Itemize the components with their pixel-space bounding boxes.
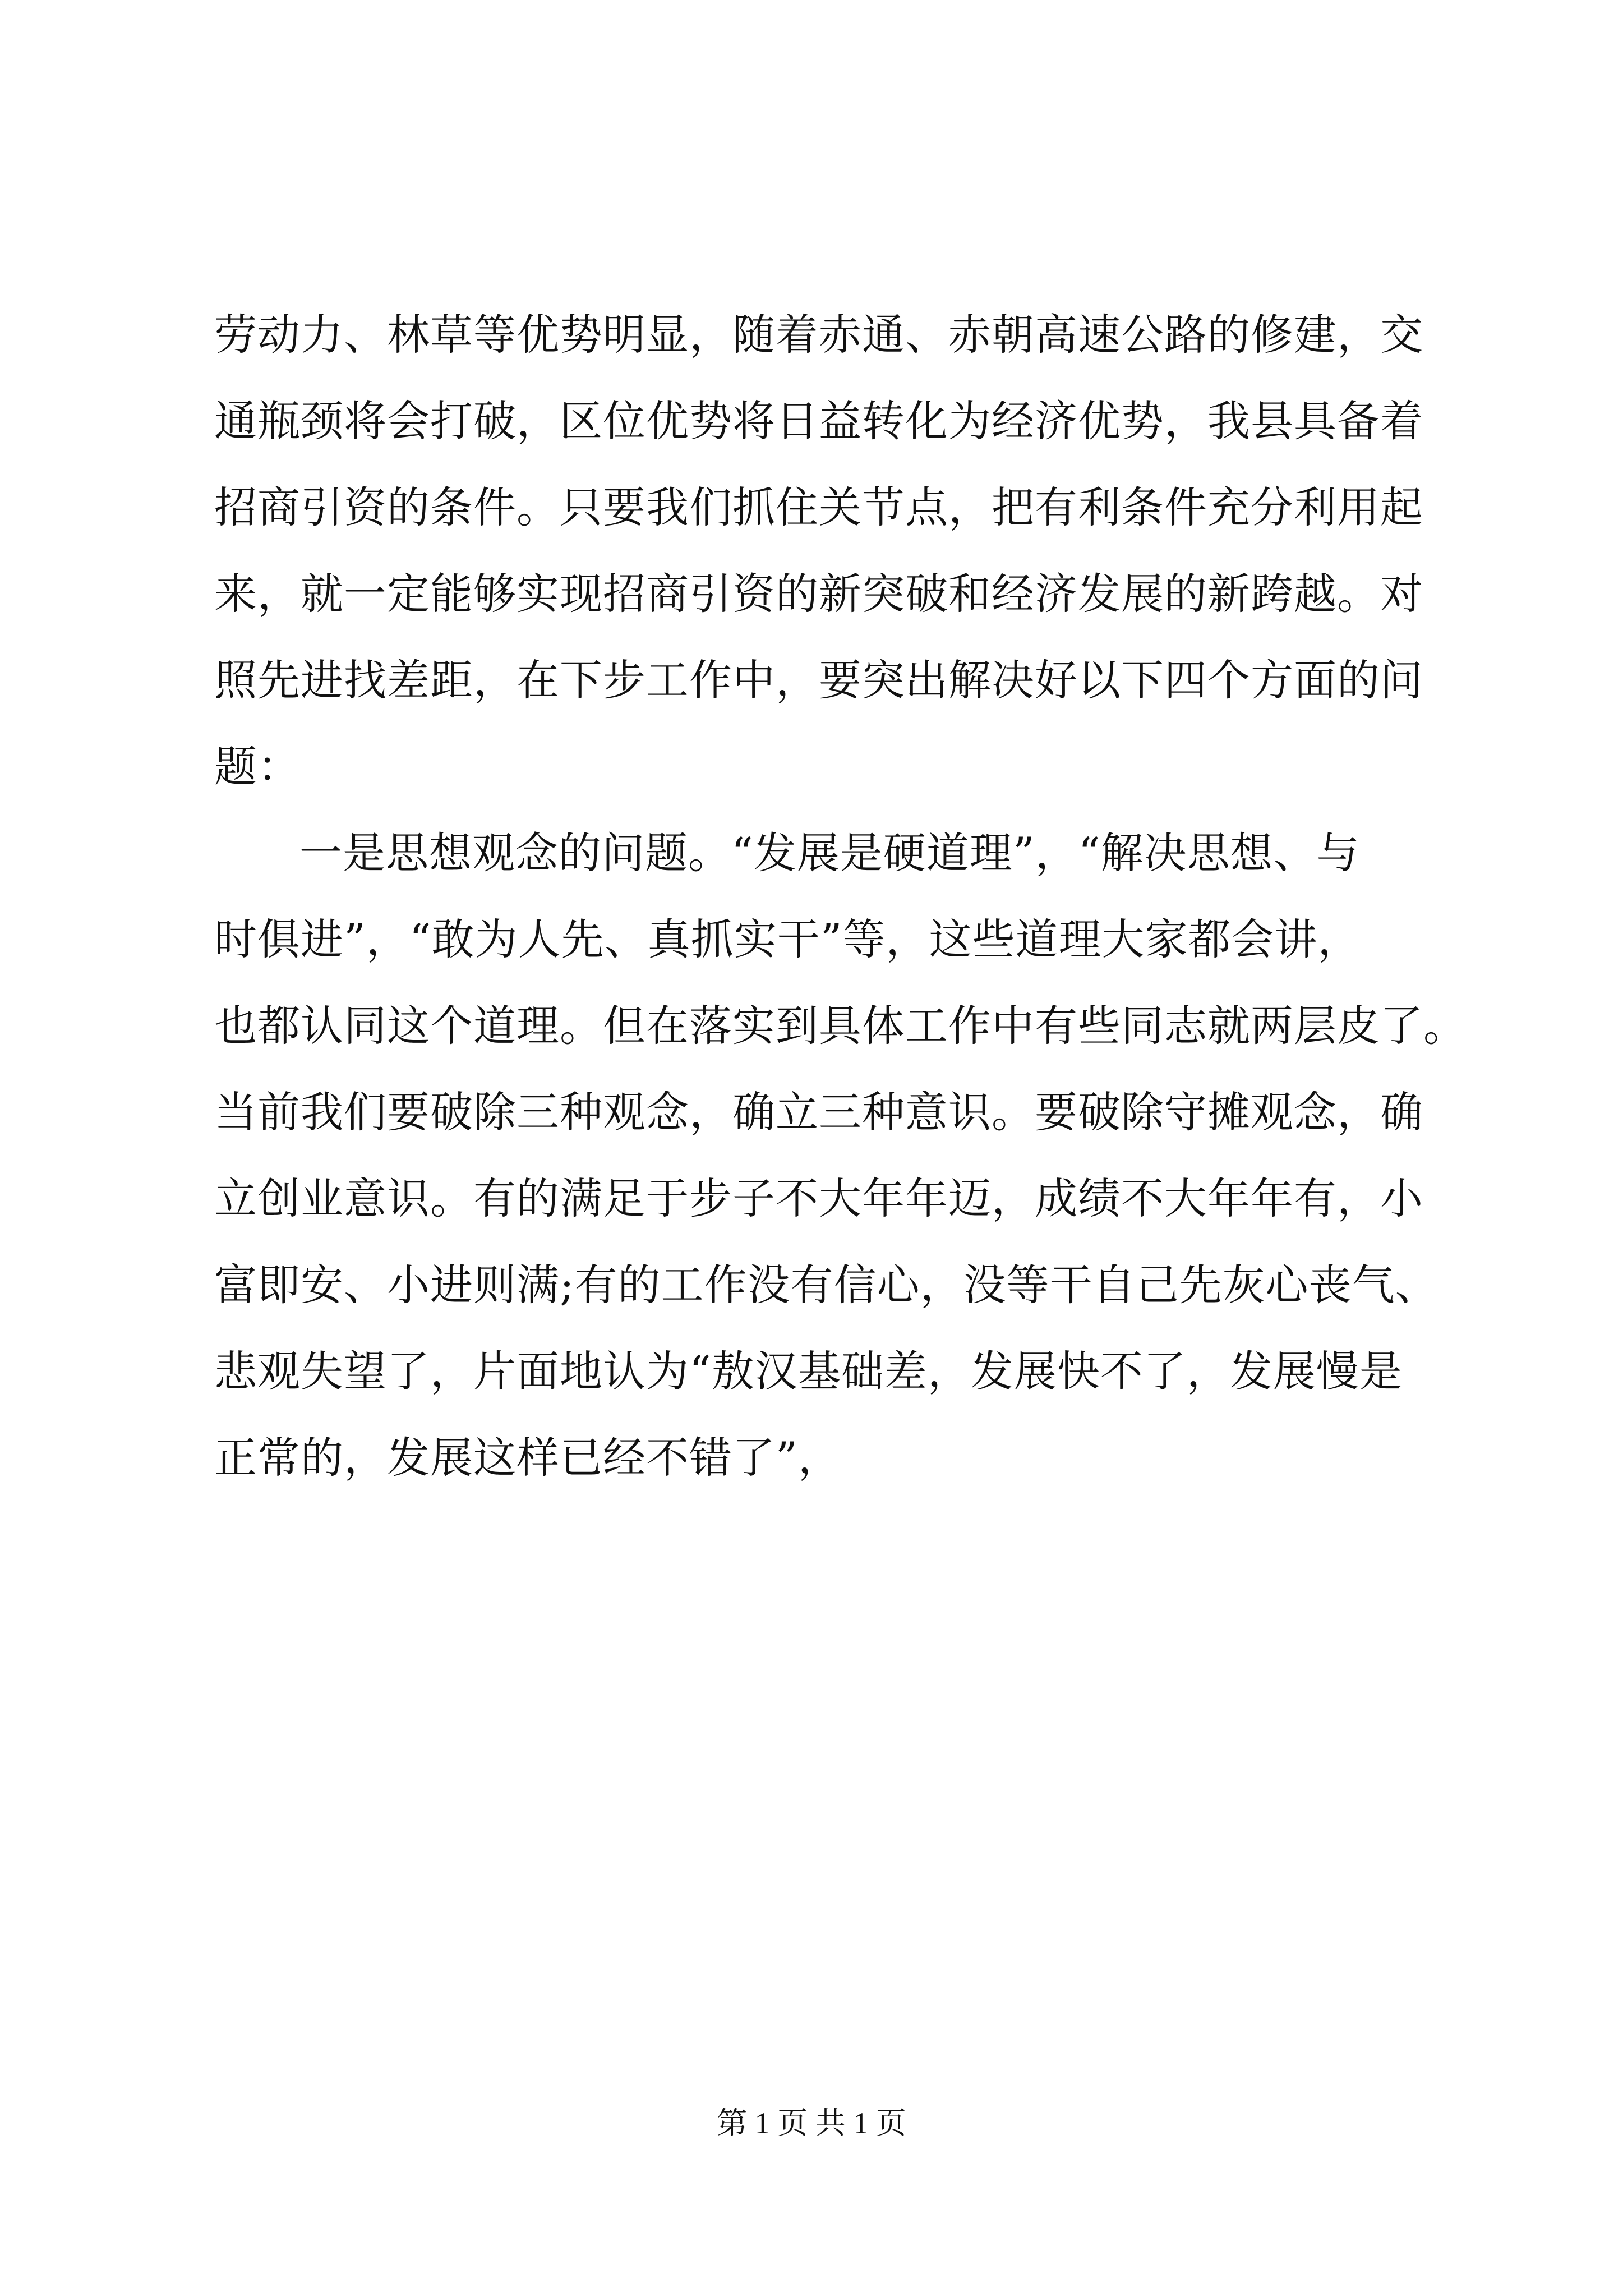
text-line: 招商引资的条件。只要我们抓住关节点，把有利条件充分利用起 [214,482,1423,532]
text-line: 立创业意识。有的满足于步子不大年年迈，成绩不大年年有，小 [214,1174,1423,1223]
text-line: 正常的，发展这样已经不错了”， [214,1433,841,1483]
text-line: 题： [214,742,301,792]
document-body [214,292,1467,1501]
text-line: 时俱进”，“敢为人先、真抓实干”等，这些道理大家都会讲， [214,914,1361,964]
text-line: 悲观失望了，片面地认为“敖汉基础差，发展快不了，发展慢是 [214,1346,1403,1396]
text-line: 来，就一定能够实现招商引资的新突破和经济发展的新跨越。对 [214,569,1423,619]
page-number-footer: 第 1 页 共 1 页 [717,2106,906,2140]
text-line: 劳动力、林草等优势明显，随着赤通、赤朝高速公路的修建，交 [214,310,1423,360]
text-line: 照先进找差距，在下步工作中，要突出解决好以下四个方面的问 [214,655,1423,705]
text-line: 也都认同这个道理。但在落实到具体工作中有些同志就两层皮了。 [214,1001,1467,1051]
text-line-paragraph-start: 一是思想观念的问题。“发展是硬道理”，“解决思想、与 [299,828,1360,878]
text-line: 富即安、小进则满;有的工作没有信心，没等干自己先灰心丧气、 [214,1260,1438,1310]
text-line: 通瓶颈将会打破，区位优势将日益转化为经济优势，我县具备着 [214,396,1423,446]
text-line: 当前我们要破除三种观念，确立三种意识。要破除守摊观念，确 [214,1087,1423,1137]
